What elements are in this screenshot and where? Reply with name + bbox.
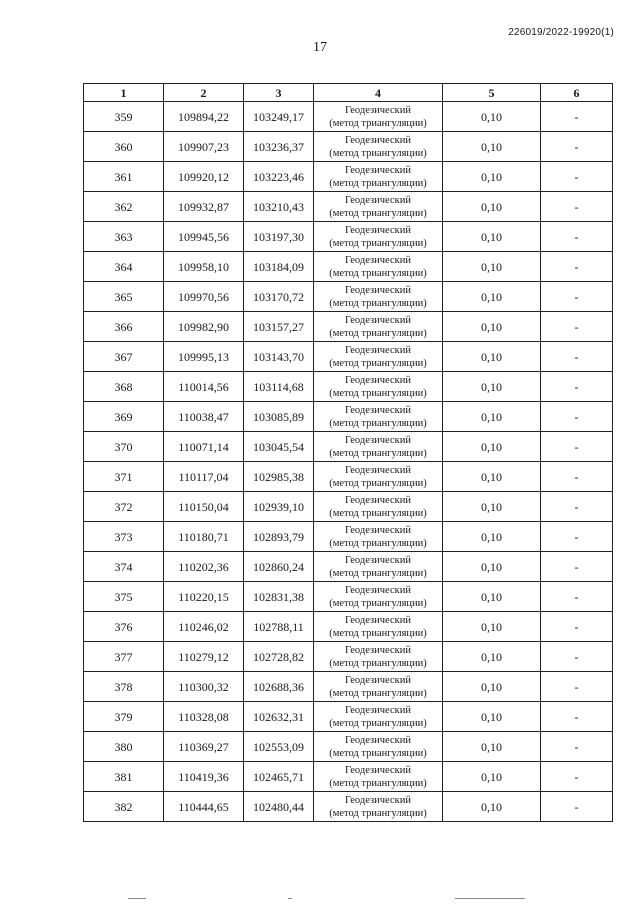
method-name: Геодезический: [345, 794, 411, 806]
column6-cell: -: [541, 732, 613, 762]
method-cell: [314, 462, 443, 492]
accuracy-cell: 0,10: [443, 162, 541, 192]
page-number: 17: [313, 40, 327, 55]
accuracy-cell: 0,10: [443, 642, 541, 672]
x-coordinate-cell: 110202,36: [164, 552, 244, 582]
method-detail: (метод триангуляции): [329, 807, 427, 819]
accuracy-cell: 0,10: [443, 552, 541, 582]
row-number-cell: 379: [84, 702, 164, 732]
row-number-cell: 382: [84, 792, 164, 822]
x-coordinate-cell: 110419,36: [164, 762, 244, 792]
table-row: [84, 402, 613, 432]
x-coordinate-cell: 110180,71: [164, 522, 244, 552]
table-row: [84, 342, 613, 372]
method-detail: (метод триангуляции): [329, 177, 427, 189]
row-number-cell: 374: [84, 552, 164, 582]
table-row: [84, 432, 613, 462]
method-cell: [314, 282, 443, 312]
table-row: [84, 792, 613, 822]
x-coordinate-cell: 109945,56: [164, 222, 244, 252]
y-coordinate-cell: 102860,24: [244, 552, 314, 582]
x-coordinate-cell: 110369,27: [164, 732, 244, 762]
y-coordinate-cell: 103223,46: [244, 162, 314, 192]
method-cell: [314, 162, 443, 192]
method-name: Геодезический: [345, 734, 411, 746]
document-number: 226019/2022-19920(1): [508, 27, 614, 38]
column6-cell: -: [541, 252, 613, 282]
row-number-cell: 376: [84, 612, 164, 642]
accuracy-cell: 0,10: [443, 612, 541, 642]
method-cell: [314, 702, 443, 732]
x-coordinate-cell: 109982,90: [164, 312, 244, 342]
method-name: Геодезический: [345, 224, 411, 236]
table-row: [84, 642, 613, 672]
row-number-cell: 360: [84, 132, 164, 162]
y-coordinate-cell: 102831,38: [244, 582, 314, 612]
method-cell: [314, 762, 443, 792]
method-name: Геодезический: [345, 554, 411, 566]
method-cell: [314, 522, 443, 552]
accuracy-cell: 0,10: [443, 792, 541, 822]
y-coordinate-cell: 103197,30: [244, 222, 314, 252]
x-coordinate-cell: 110038,47: [164, 402, 244, 432]
method-name: Геодезический: [345, 494, 411, 506]
method-name: Геодезический: [345, 434, 411, 446]
method-detail: (метод триангуляции): [329, 117, 427, 129]
table-row: [84, 762, 613, 792]
column6-cell: -: [541, 462, 613, 492]
row-number-cell: 363: [84, 222, 164, 252]
method-name: Геодезический: [345, 674, 411, 686]
row-number-cell: 380: [84, 732, 164, 762]
x-coordinate-cell: 109907,23: [164, 132, 244, 162]
method-detail: (метод триангуляции): [329, 717, 427, 729]
accuracy-cell: 0,10: [443, 132, 541, 162]
y-coordinate-cell: 102728,82: [244, 642, 314, 672]
method-name: Геодезический: [345, 404, 411, 416]
header-col-4: 4: [314, 84, 443, 102]
method-detail: (метод триангуляции): [329, 687, 427, 699]
accuracy-cell: 0,10: [443, 192, 541, 222]
y-coordinate-cell: 103249,17: [244, 102, 314, 132]
method-name: Геодезический: [345, 314, 411, 326]
y-coordinate-cell: 103210,43: [244, 192, 314, 222]
method-detail: (метод триангуляции): [329, 627, 427, 639]
x-coordinate-cell: 110300,32: [164, 672, 244, 702]
accuracy-cell: 0,10: [443, 522, 541, 552]
table-row: [84, 222, 613, 252]
x-coordinate-cell: 110071,14: [164, 432, 244, 462]
y-coordinate-cell: 103114,68: [244, 372, 314, 402]
x-coordinate-cell: 109970,56: [164, 282, 244, 312]
row-number-cell: 368: [84, 372, 164, 402]
column6-cell: -: [541, 582, 613, 612]
accuracy-cell: 0,10: [443, 492, 541, 522]
column6-cell: -: [541, 222, 613, 252]
column6-cell: -: [541, 132, 613, 162]
y-coordinate-cell: 103184,09: [244, 252, 314, 282]
scan-artifacts: [0, 895, 640, 901]
scan-mark: [455, 898, 525, 899]
method-cell: [314, 102, 443, 132]
row-number-cell: 373: [84, 522, 164, 552]
x-coordinate-cell: 110246,02: [164, 612, 244, 642]
x-coordinate-cell: 110444,65: [164, 792, 244, 822]
method-cell: [314, 192, 443, 222]
method-cell: [314, 252, 443, 282]
y-coordinate-cell: 102480,44: [244, 792, 314, 822]
row-number-cell: 381: [84, 762, 164, 792]
header-col-1: 1: [84, 84, 164, 102]
row-number-cell: 375: [84, 582, 164, 612]
column6-cell: -: [541, 402, 613, 432]
column6-cell: -: [541, 792, 613, 822]
x-coordinate-cell: 110014,56: [164, 372, 244, 402]
row-number-cell: 364: [84, 252, 164, 282]
x-coordinate-cell: 110328,08: [164, 702, 244, 732]
method-detail: (метод триангуляции): [329, 237, 427, 249]
method-cell: [314, 642, 443, 672]
x-coordinate-cell: 110220,15: [164, 582, 244, 612]
header-col-5: 5: [443, 84, 541, 102]
coordinates-table: [83, 83, 613, 822]
method-cell: [314, 792, 443, 822]
accuracy-cell: 0,10: [443, 372, 541, 402]
method-detail: (метод триангуляции): [329, 267, 427, 279]
method-detail: (метод триангуляции): [329, 327, 427, 339]
method-name: Геодезический: [345, 344, 411, 356]
method-detail: (метод триангуляции): [329, 777, 427, 789]
method-name: Геодезический: [345, 374, 411, 386]
method-detail: (метод триангуляции): [329, 597, 427, 609]
x-coordinate-cell: 109920,12: [164, 162, 244, 192]
x-coordinate-cell: 109894,22: [164, 102, 244, 132]
column6-cell: -: [541, 162, 613, 192]
column6-cell: -: [541, 312, 613, 342]
method-detail: (метод триангуляции): [329, 357, 427, 369]
column6-cell: -: [541, 552, 613, 582]
column6-cell: -: [541, 282, 613, 312]
accuracy-cell: 0,10: [443, 732, 541, 762]
table-row: [84, 372, 613, 402]
table-row: [84, 732, 613, 762]
method-cell: [314, 402, 443, 432]
row-number-cell: 369: [84, 402, 164, 432]
row-number-cell: 367: [84, 342, 164, 372]
row-number-cell: 359: [84, 102, 164, 132]
method-name: Геодезический: [345, 164, 411, 176]
table-header-row: [84, 84, 613, 102]
method-detail: (метод триангуляции): [329, 147, 427, 159]
y-coordinate-cell: 102465,71: [244, 762, 314, 792]
method-cell: [314, 222, 443, 252]
accuracy-cell: 0,10: [443, 222, 541, 252]
method-cell: [314, 432, 443, 462]
x-coordinate-cell: 109958,10: [164, 252, 244, 282]
method-detail: (метод триангуляции): [329, 567, 427, 579]
column6-cell: -: [541, 102, 613, 132]
table-row: [84, 282, 613, 312]
column6-cell: -: [541, 642, 613, 672]
header-col-3: 3: [244, 84, 314, 102]
method-name: Геодезический: [345, 134, 411, 146]
method-detail: (метод триангуляции): [329, 477, 427, 489]
column6-cell: -: [541, 762, 613, 792]
y-coordinate-cell: 103085,89: [244, 402, 314, 432]
y-coordinate-cell: 102553,09: [244, 732, 314, 762]
accuracy-cell: 0,10: [443, 672, 541, 702]
method-cell: [314, 492, 443, 522]
x-coordinate-cell: 110117,04: [164, 462, 244, 492]
row-number-cell: 365: [84, 282, 164, 312]
y-coordinate-cell: 102688,36: [244, 672, 314, 702]
table-row: [84, 492, 613, 522]
method-name: Геодезический: [345, 284, 411, 296]
table-row: [84, 132, 613, 162]
table-row: [84, 552, 613, 582]
accuracy-cell: 0,10: [443, 312, 541, 342]
method-cell: [314, 672, 443, 702]
column6-cell: -: [541, 432, 613, 462]
method-cell: [314, 132, 443, 162]
column6-cell: -: [541, 612, 613, 642]
row-number-cell: 361: [84, 162, 164, 192]
y-coordinate-cell: 103157,27: [244, 312, 314, 342]
method-detail: (метод триангуляции): [329, 417, 427, 429]
row-number-cell: 362: [84, 192, 164, 222]
y-coordinate-cell: 103170,72: [244, 282, 314, 312]
method-name: Геодезический: [345, 614, 411, 626]
accuracy-cell: 0,10: [443, 102, 541, 132]
accuracy-cell: 0,10: [443, 462, 541, 492]
table-row: [84, 252, 613, 282]
accuracy-cell: 0,10: [443, 402, 541, 432]
method-name: Геодезический: [345, 194, 411, 206]
accuracy-cell: 0,10: [443, 432, 541, 462]
method-detail: (метод триангуляции): [329, 207, 427, 219]
header-col-6: 6: [541, 84, 613, 102]
y-coordinate-cell: 103143,70: [244, 342, 314, 372]
column6-cell: -: [541, 522, 613, 552]
row-number-cell: 377: [84, 642, 164, 672]
method-cell: [314, 732, 443, 762]
accuracy-cell: 0,10: [443, 702, 541, 732]
accuracy-cell: 0,10: [443, 282, 541, 312]
x-coordinate-cell: 110279,12: [164, 642, 244, 672]
method-cell: [314, 582, 443, 612]
method-detail: (метод триангуляции): [329, 447, 427, 459]
row-number-cell: 372: [84, 492, 164, 522]
header-col-2: 2: [164, 84, 244, 102]
method-name: Геодезический: [345, 644, 411, 656]
scan-mark: [288, 898, 292, 899]
column6-cell: -: [541, 372, 613, 402]
method-name: Геодезический: [345, 704, 411, 716]
method-cell: [314, 372, 443, 402]
method-name: Геодезический: [345, 464, 411, 476]
method-detail: (метод триангуляции): [329, 297, 427, 309]
table-row: [84, 312, 613, 342]
table-body: [84, 102, 613, 822]
table-row: [84, 522, 613, 552]
method-cell: [314, 342, 443, 372]
table-row: [84, 192, 613, 222]
method-detail: (метод триангуляции): [329, 507, 427, 519]
method-cell: [314, 552, 443, 582]
row-number-cell: 370: [84, 432, 164, 462]
method-name: Геодезический: [345, 104, 411, 116]
table-row: [84, 702, 613, 732]
y-coordinate-cell: 102985,38: [244, 462, 314, 492]
y-coordinate-cell: 103045,54: [244, 432, 314, 462]
table-row: [84, 162, 613, 192]
accuracy-cell: 0,10: [443, 582, 541, 612]
column6-cell: -: [541, 702, 613, 732]
row-number-cell: 366: [84, 312, 164, 342]
row-number-cell: 371: [84, 462, 164, 492]
method-detail: (метод триангуляции): [329, 537, 427, 549]
table-row: [84, 462, 613, 492]
x-coordinate-cell: 109995,13: [164, 342, 244, 372]
x-coordinate-cell: 109932,87: [164, 192, 244, 222]
method-name: Геодезический: [345, 254, 411, 266]
table-row: [84, 582, 613, 612]
y-coordinate-cell: 102788,11: [244, 612, 314, 642]
y-coordinate-cell: 102939,10: [244, 492, 314, 522]
x-coordinate-cell: 110150,04: [164, 492, 244, 522]
method-detail: (метод триангуляции): [329, 747, 427, 759]
y-coordinate-cell: 102632,31: [244, 702, 314, 732]
method-name: Геодезический: [345, 764, 411, 776]
accuracy-cell: 0,10: [443, 762, 541, 792]
column6-cell: -: [541, 672, 613, 702]
method-cell: [314, 612, 443, 642]
method-detail: (метод триангуляции): [329, 387, 427, 399]
table-row: [84, 672, 613, 702]
column6-cell: -: [541, 192, 613, 222]
row-number-cell: 378: [84, 672, 164, 702]
column6-cell: -: [541, 342, 613, 372]
method-name: Геодезический: [345, 524, 411, 536]
table-row: [84, 102, 613, 132]
method-name: Геодезический: [345, 584, 411, 596]
method-detail: (метод триангуляции): [329, 657, 427, 669]
y-coordinate-cell: 102893,79: [244, 522, 314, 552]
method-cell: [314, 312, 443, 342]
accuracy-cell: 0,10: [443, 342, 541, 372]
y-coordinate-cell: 103236,37: [244, 132, 314, 162]
column6-cell: -: [541, 492, 613, 522]
table-row: [84, 612, 613, 642]
scan-mark: [128, 898, 146, 899]
accuracy-cell: 0,10: [443, 252, 541, 282]
